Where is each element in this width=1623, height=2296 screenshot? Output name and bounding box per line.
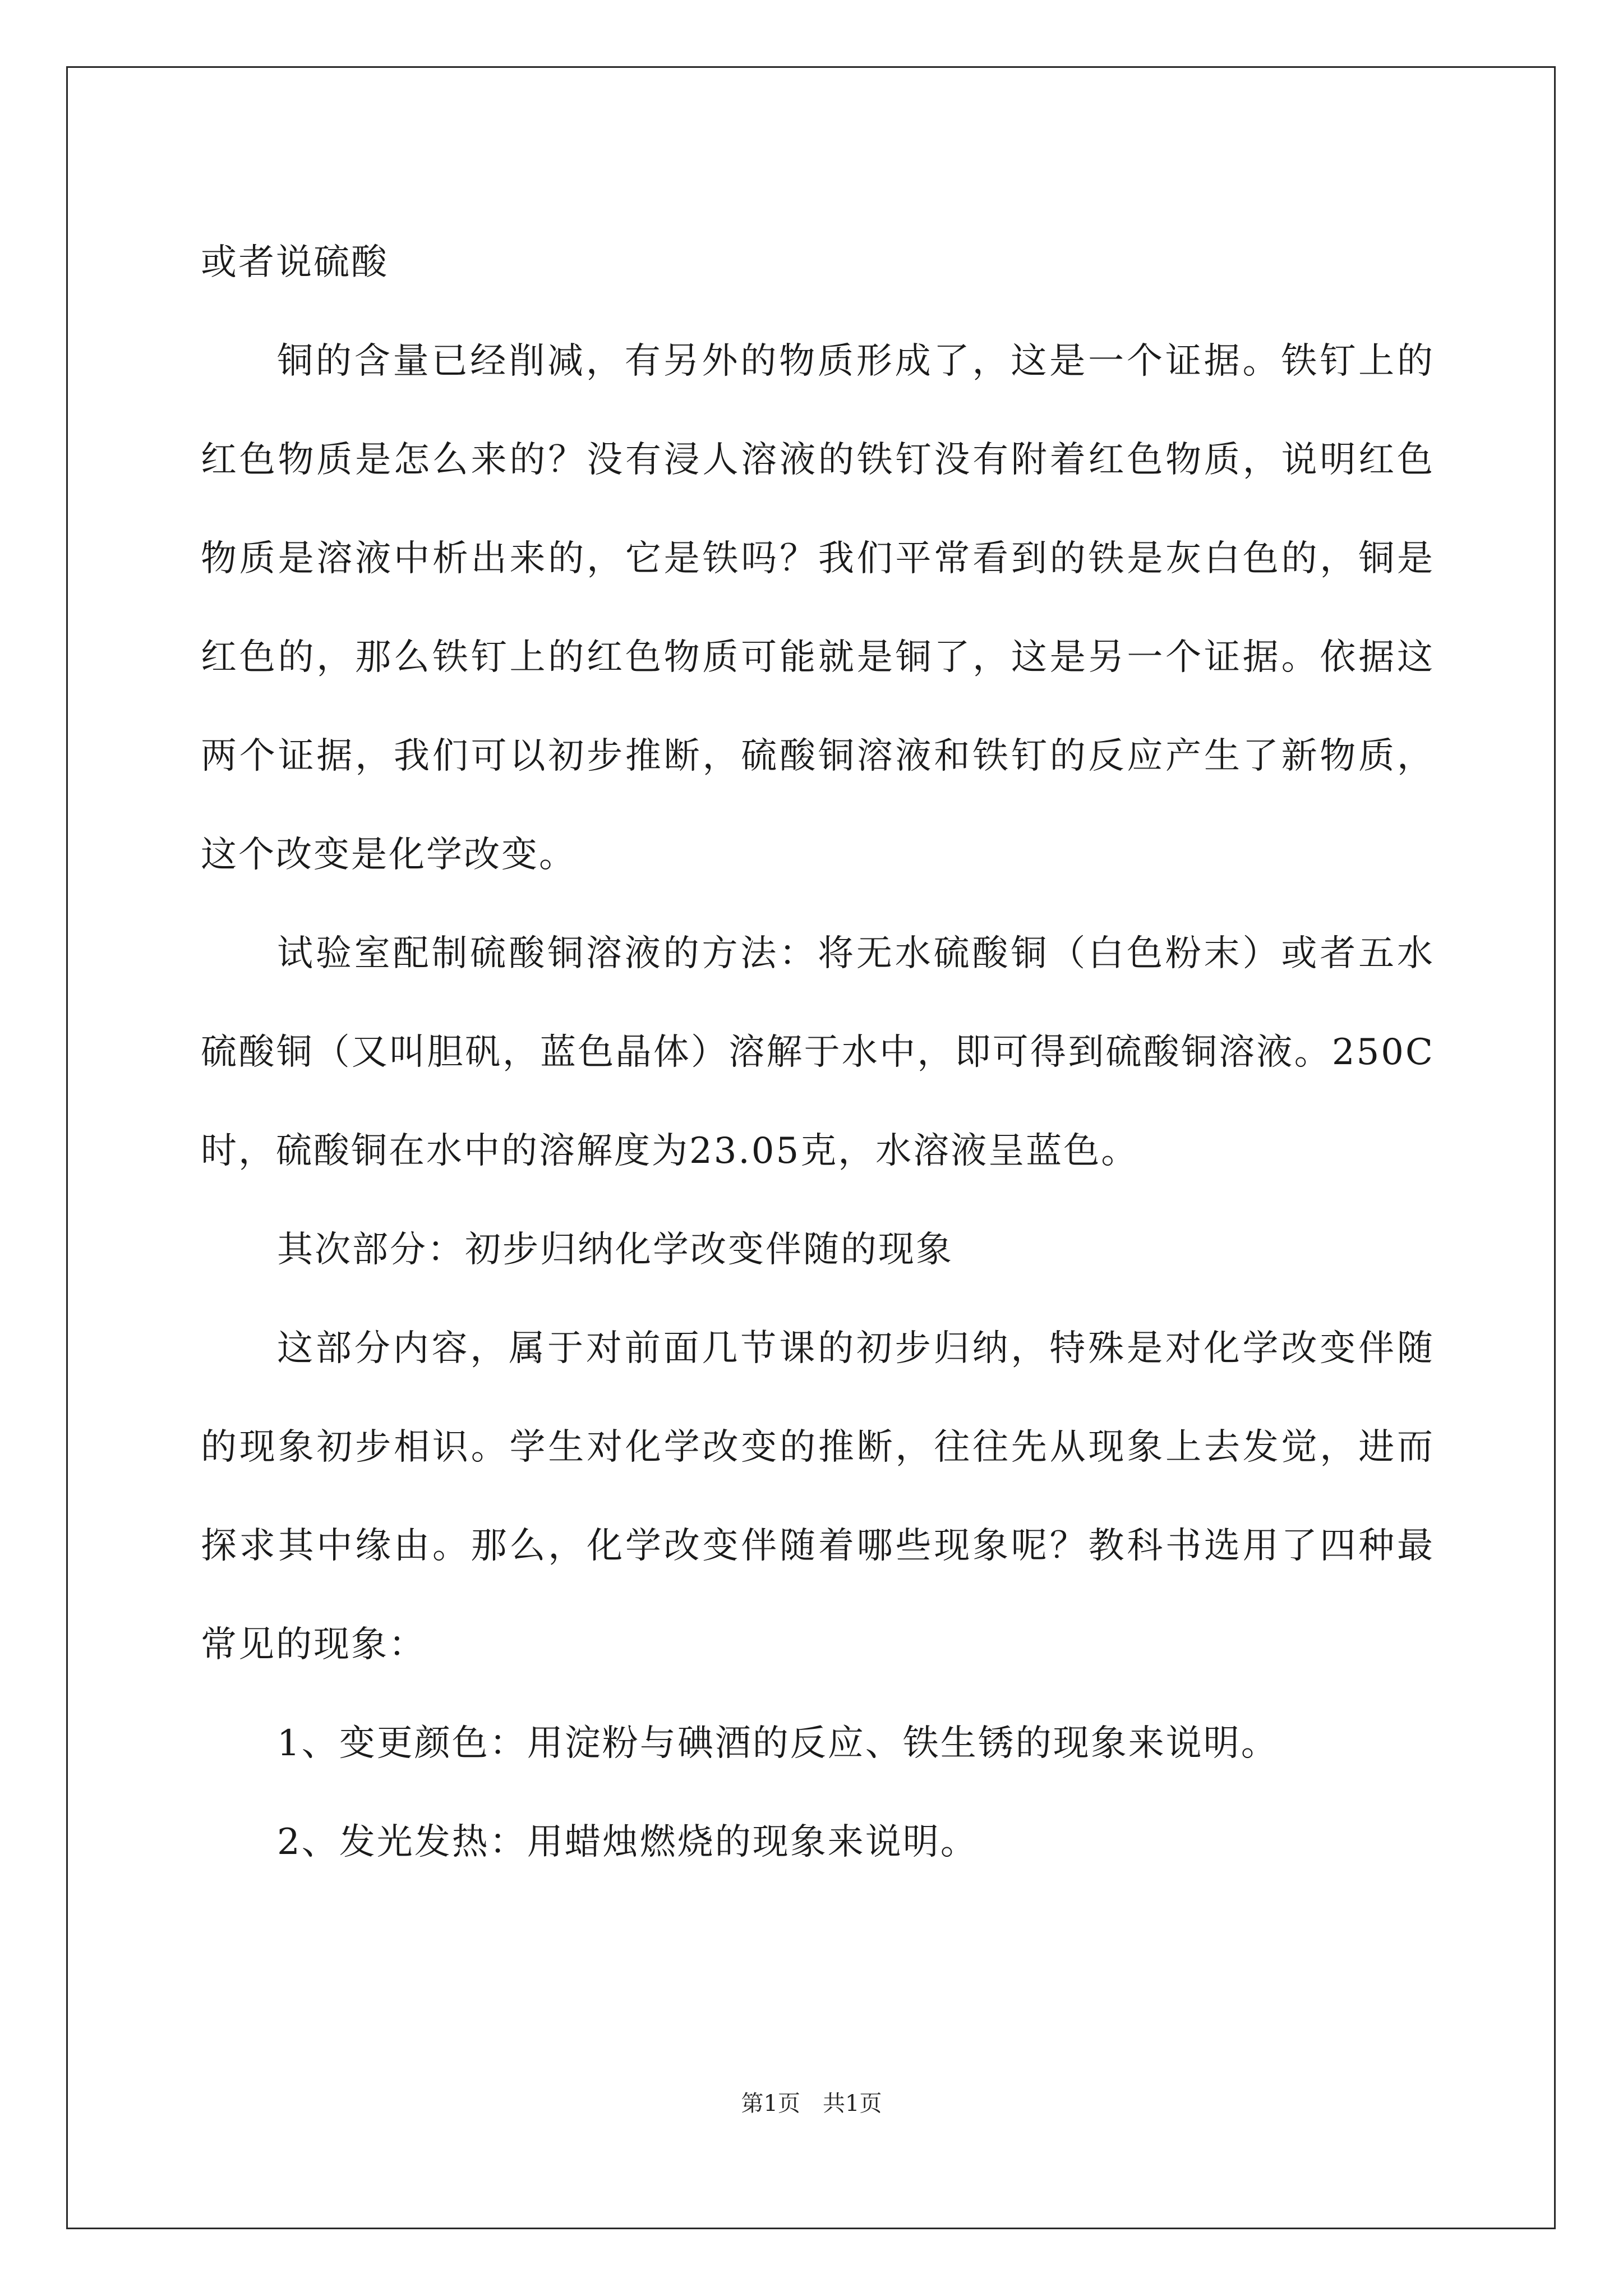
paragraph-7: 2、发光发热：用蜡烛燃烧的现象来说明。 bbox=[277, 1821, 978, 1863]
page-number-footer: 第1页 共1页 bbox=[741, 2091, 882, 2116]
paragraph-3: 试验室配制硫酸铜溶液的方法：将无水硫酸铜（白色粉末）或者五水硫酸铜（又叫胆矾，蓝色晶体）溶解于水中，即可得到硫酸铜溶液。250C时，硫酸铜在水中的溶解度为23.05克，水溶液呈蓝色。 bbox=[201, 933, 1435, 1172]
paragraph-6: 1、变更颜色：用淀粉与碘酒的反应、铁生锈的现象来说明。 bbox=[277, 1723, 1279, 1764]
paragraph-2: 铜的含量已经削减，有另外的物质形成了，这是一个证据。铁钉上的红色物质是怎么来的？没有浸人溶液的铁钉没有附着红色物质，说明红色物质是溶液中析出来的，它是铁吗？我们平常看到的铁是灰白色的，铜是红色的，那么铁钉上的红色物质可能就是铜了，这是另一个证据。依据这两个证据，我们可以初步推断，硫酸铜溶液和铁钉的反应产生了新物质，这个改变是化学改变。 bbox=[201, 341, 1435, 876]
document-body bbox=[201, 213, 1435, 1892]
paragraph-1: 或者说硫酸 bbox=[201, 242, 389, 283]
paragraph-4: 其次部分：初步归纳化学改变伴随的现象 bbox=[277, 1229, 953, 1271]
paragraph-5: 这部分内容，属于对前面几节课的初步归纳，特殊是对化学改变伴随的现象初步相识。学生对化学改变的推断，往往先从现象上去发觉，进而探求其中缘由。那么，化学改变伴随着哪些现象呢？教科书选用了四种最常见的现象： bbox=[201, 1328, 1435, 1665]
